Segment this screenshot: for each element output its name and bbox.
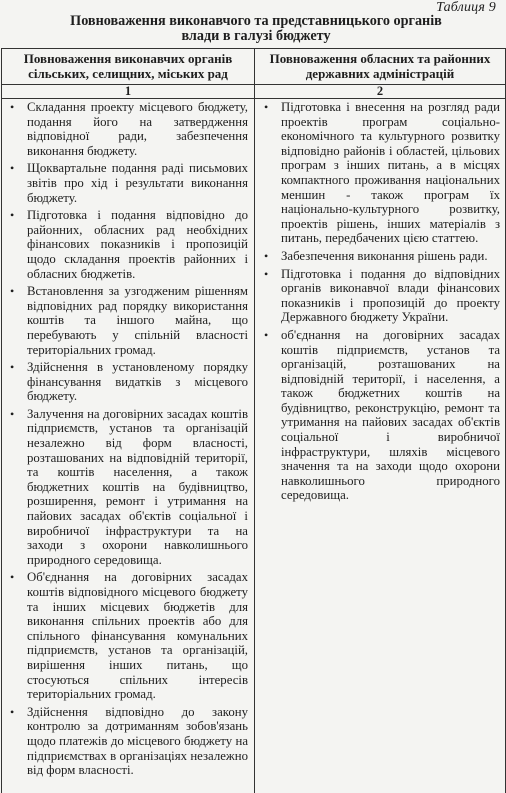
list-item-text: Підготовка і подання відповідно до районних, обласних рад необхідних фінансових показників і пропозицій щодо складання проектів районних і обласних бюджетів. <box>27 208 248 281</box>
list-item <box>10 284 248 357</box>
list-item <box>264 267 500 325</box>
list-item-text: Забезпечення виконання рішень ради. <box>281 248 488 263</box>
list-item <box>10 360 248 404</box>
column-number-1: 1 <box>124 84 132 98</box>
table-title: Повноваження виконавчого та представницького органів влади в галузі бюджету <box>70 13 442 44</box>
bullet-icon: • <box>10 161 15 176</box>
column-header-state-administrations: Повноваження обласних та районних державних адміністрацій <box>269 51 491 81</box>
bullet-icon: • <box>10 284 15 299</box>
state-administrations-powers-list <box>264 100 500 506</box>
number-row-divider <box>2 98 505 99</box>
list-item <box>264 100 500 246</box>
powers-table <box>1 48 506 793</box>
list-item <box>264 328 500 503</box>
list-item <box>10 208 248 281</box>
column-divider <box>254 49 255 793</box>
list-item-text: Щоквартальне подання раді письмових звітів про хід і результати виконання бюджету. <box>27 161 248 205</box>
bullet-icon: • <box>10 704 15 719</box>
table-label: Таблиця 9 <box>436 0 496 15</box>
bullet-icon: • <box>264 248 269 263</box>
list-item <box>10 705 248 778</box>
list-item <box>264 249 500 264</box>
list-item-text: Залучення на договірних засадах коштів підприємств, установ та організацій незалежно від форм власності, розташованих на відповідній території, та коштів населення, а також бюджетних коштів на будівництво, розширення, ремонт і утримання на пайових засадах об'єктів соціальної і виробничої інфраструктури та на заходи з охорони навколишнього природного середовища. <box>27 406 248 567</box>
list-item-text: Здійснення відповідно до закону контролю за дотриманням зобов'язань щодо платежів до місцевого бюджету на підприємствах в організаціях незалежно від форм власності. <box>27 704 248 778</box>
list-item <box>10 570 248 701</box>
list-item-text: Об'єднання на договірних засадах коштів відповідного місцевого бюджету та інших місцевих бюджетів для виконання спільних проектів або для спільного фінансування комунальних підприємств, установ та організацій, вирішення інших питань, що стосуються спільних інтересів територіальних громад. <box>27 570 248 702</box>
list-item-text: об'єднання на договірних засадах коштів підприємств, установ та організацій, розташованих на відповідній території, і населення, а також бюджетних коштів на будівництво, реконструкцію, ремонт та утримання на пайових засадах об'єктів соціальної і виробничої інфраструктури, шляхів місцевого значення та на заходи щодо охорони навколишнього природного середовища. <box>281 327 500 503</box>
list-item-text: Підготовка і внесення на розгляд ради проектів програм соціально-економічного та культурного розвитку відповідно районів і областей, цільових програм з інших питань, а в місцях компактного проживання національних меншин - також програм їх національно-культурного розвитку, проектів рішень, інших матеріалів з питань, передбачених цією статтею. <box>281 100 500 246</box>
column-header-local-councils: Повноваження виконавчих органів сільських, селищних, міських рад <box>23 51 233 81</box>
list-item-text: Встановлення за узгодженим рішенням відповідних рад порядку використання коштів та іншого майна, що перебувають у спільній власності територіальних громад. <box>27 284 248 357</box>
list-item-text: Підготовка і подання до відповідних органів виконавчої влади фінансових показників і пропозицій до проекту Державного бюджету України. <box>281 266 500 325</box>
list-item-text: Здійснення в установленому порядку фінансування видатків з місцевого бюджету. <box>27 360 248 404</box>
list-item-text: Складання проекту місцевого бюджету, подання його на затвердження відповідної ради, забезпечення виконання бюджету. <box>27 100 248 158</box>
list-item <box>10 100 248 158</box>
bullet-icon: • <box>264 266 269 281</box>
column-number-2: 2 <box>376 84 384 98</box>
local-councils-powers-list <box>10 100 248 781</box>
list-item <box>10 407 248 568</box>
bullet-icon: • <box>10 360 15 375</box>
bullet-icon: • <box>10 406 15 421</box>
bullet-icon: • <box>264 100 269 114</box>
bullet-icon: • <box>10 100 15 114</box>
bullet-icon: • <box>264 327 269 342</box>
bullet-icon: • <box>10 208 15 223</box>
bullet-icon: • <box>10 570 15 585</box>
list-item <box>10 161 248 205</box>
